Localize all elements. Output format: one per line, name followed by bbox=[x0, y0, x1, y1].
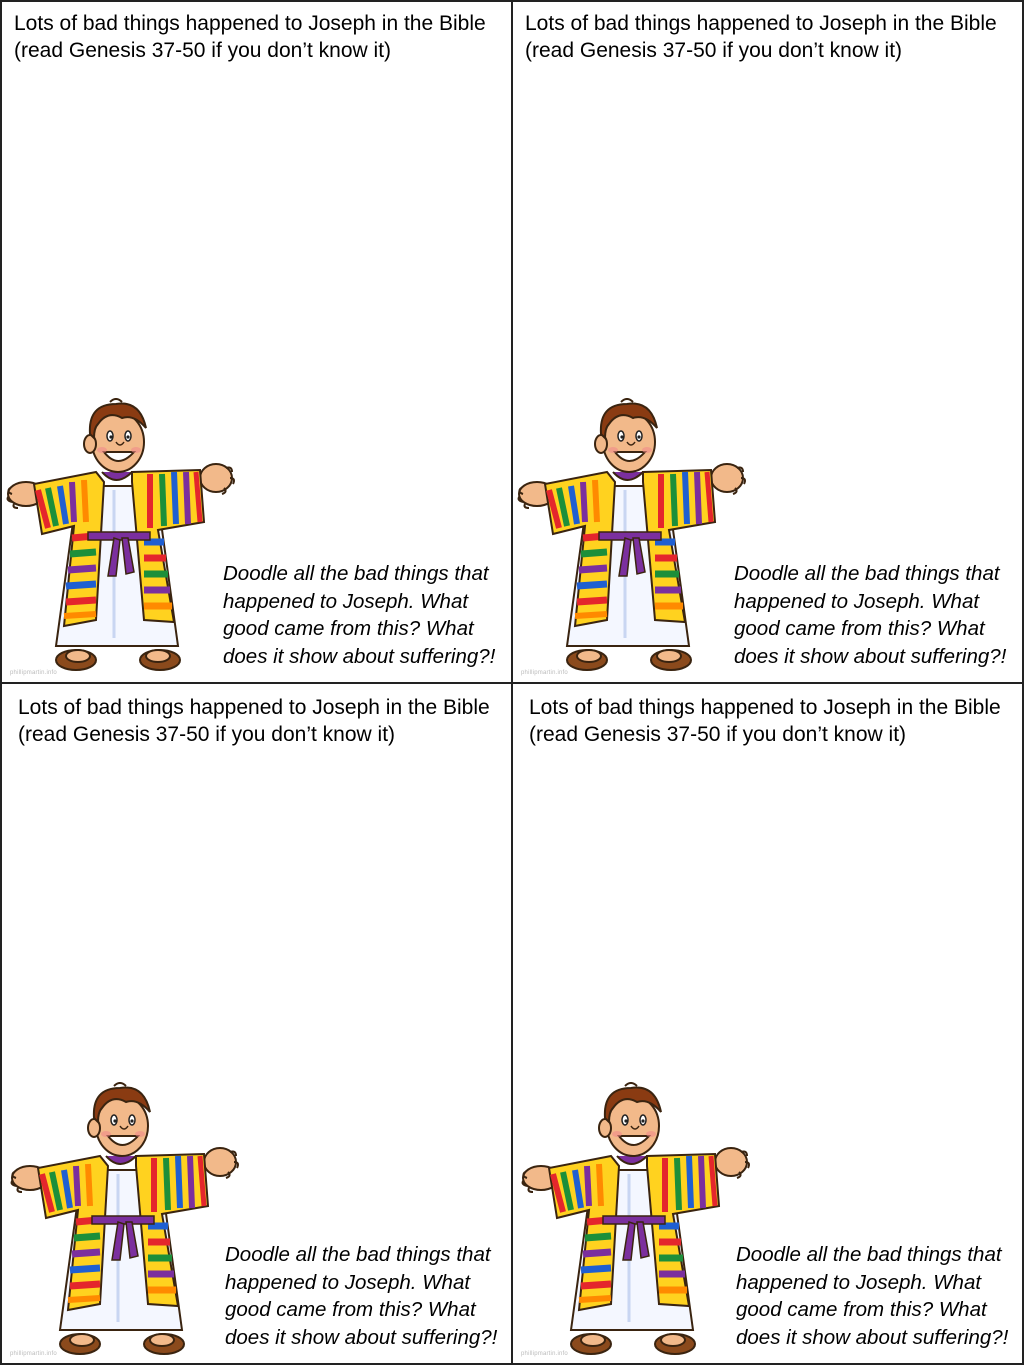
joseph-illustration bbox=[4, 398, 236, 682]
worksheet-card-3 bbox=[0, 682, 513, 1365]
right-hand bbox=[711, 464, 745, 494]
card-title: Lots of bad things happened to Joseph in the Bible (read Genesis 37-50 if you don’t know it) bbox=[14, 12, 486, 62]
card-title: Lots of bad things happened to Joseph in the Bible (read Genesis 37-50 if you don’t know it) bbox=[529, 696, 1001, 746]
doodle-prompt: Doodle all the bad things that happened to Joseph. What good came from this? What does it show about suffering?! bbox=[223, 562, 496, 668]
image-credit: phillipmartin.info bbox=[10, 1351, 57, 1357]
right-hand bbox=[204, 1148, 238, 1178]
sandals bbox=[567, 650, 691, 670]
right-coat bbox=[647, 1154, 719, 1306]
image-credit: phillipmartin.info bbox=[521, 670, 568, 676]
sandals bbox=[60, 1334, 184, 1354]
worksheet-card-2 bbox=[511, 0, 1024, 684]
right-coat bbox=[136, 1154, 208, 1306]
joseph-illustration bbox=[8, 1082, 240, 1365]
worksheet-card-4 bbox=[511, 682, 1024, 1365]
card-title: Lots of bad things happened to Joseph in the Bible (read Genesis 37-50 if you don’t know it) bbox=[525, 12, 997, 62]
head bbox=[88, 1083, 150, 1156]
sandals bbox=[571, 1334, 695, 1354]
right-hand bbox=[715, 1148, 749, 1178]
head bbox=[84, 399, 146, 472]
joseph-illustration bbox=[515, 398, 747, 682]
head bbox=[599, 1083, 661, 1156]
image-credit: phillipmartin.info bbox=[521, 1351, 568, 1357]
head bbox=[595, 399, 657, 472]
joseph-illustration bbox=[519, 1082, 751, 1365]
doodle-prompt: Doodle all the bad things that happened to Joseph. What good came from this? What does it show about suffering?! bbox=[225, 1243, 498, 1349]
right-hand bbox=[200, 464, 234, 494]
image-credit: phillipmartin.info bbox=[10, 670, 57, 676]
right-coat bbox=[643, 470, 715, 622]
card-title: Lots of bad things happened to Joseph in the Bible (read Genesis 37-50 if you don’t know it) bbox=[18, 696, 490, 746]
worksheet-card-1 bbox=[0, 0, 513, 684]
doodle-prompt: Doodle all the bad things that happened to Joseph. What good came from this? What does it show about suffering?! bbox=[736, 1243, 1009, 1349]
sandals bbox=[56, 650, 180, 670]
doodle-prompt: Doodle all the bad things that happened to Joseph. What good came from this? What does it show about suffering?! bbox=[734, 562, 1007, 668]
right-coat bbox=[132, 470, 204, 622]
